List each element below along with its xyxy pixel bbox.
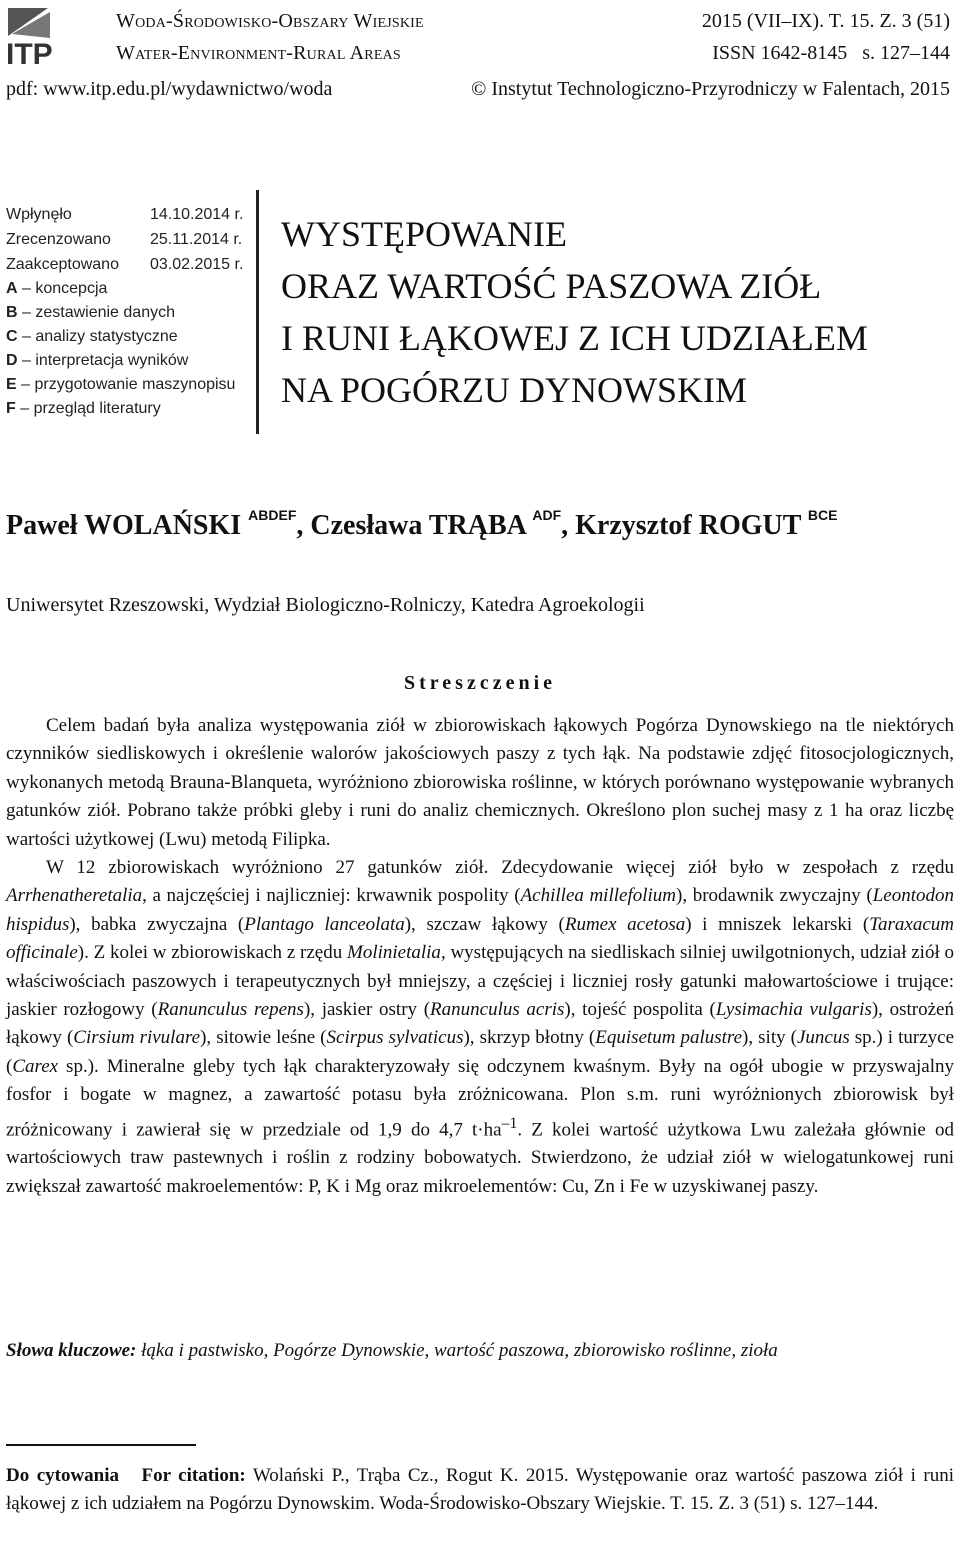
affiliation: Uniwersytet Rzeszowski, Wydział Biologiczno-Rolniczy, Katedra Agroekologii [6, 594, 645, 616]
author-separator: , [561, 510, 576, 541]
abstract-text: W 12 zbiorowiskach wyróżniono 27 gatunków ziół. Zdecydowanie więcej ziół było w zespołach z rzędu [46, 857, 954, 879]
abstract-text: ), tojeść pospolita ( [564, 999, 716, 1021]
date-reviewed-label: Zrecenzowano [6, 231, 111, 248]
abstract-text: ), szczaw łąkowy ( [404, 913, 565, 935]
contribution-code: C [6, 328, 18, 345]
species-name: Molinietalia [347, 942, 441, 964]
footnote-rule [6, 1444, 196, 1446]
species-name: Plantago lanceolata [244, 913, 405, 935]
journal-name-en: Water-Environment-Rural Areas [116, 42, 401, 64]
title-line: NA POGÓRZU DYNOWSKIM [281, 370, 748, 410]
date-accepted-label: Zaakceptowano [6, 256, 119, 273]
unit-exponent: –1 [501, 1114, 518, 1132]
contribution-text: – przygotowanie maszynopisu [16, 376, 236, 393]
species-name: Leontodon hispidus [6, 885, 954, 935]
article-title [281, 208, 941, 416]
title-line: ORAZ WARTOŚĆ PASZOWA ZIÓŁ [281, 266, 822, 306]
contribution-code: A [6, 280, 18, 297]
keywords [6, 1340, 954, 1362]
keywords-label: Słowa kluczowe: [6, 1340, 137, 1361]
abstract-paragraph-1: Celem badań była analiza występowania ziół w zbiorowiskach łąkowych Pogórza Dynowskiego na tle niektórych czynników siedliskowych i określenie walorów jakościowych paszy z tych łąk. Na podstawie zdjęć fitosocjologicznych, wykonanych metodą Brauna-Blanqueta, wyróżniono zbiorowiska roślinne, w których porównano występowanie wybranych gatunków ziół. Pobrano także próbki gleby i runi do analiz chemicznych. Określono plon suchej masy z 1 ha oraz liczbę wartości użytkowej (Lwu) metodą Filipka. [6, 715, 954, 850]
citation-label-en: For citation: [141, 1465, 246, 1486]
contribution-e [6, 376, 235, 394]
contribution-a [6, 280, 107, 298]
abstract-heading: Streszczenie [403, 672, 557, 694]
contribution-text: – koncepcja [17, 280, 108, 297]
abstract-text: , występujących na siedliskach silniej uwilgotnionych, udział ziół o właściwościach paszowych i terapeutycznych był mniejszy, a częściej i liczniej rosły gatunki małowartościowe i trujące: jaskier rozłogowy ( [6, 942, 955, 1021]
contribution-code: D [6, 352, 18, 369]
vertical-divider [256, 190, 259, 434]
author-separator: , [296, 510, 311, 541]
abstract-text: ), ostrożeń łąkowy ( [6, 999, 954, 1049]
date-accepted-value: 03.02.2015 r. [150, 256, 244, 273]
species-name: Carex [12, 1055, 59, 1077]
date-received-value: 14.10.2014 r. [150, 206, 244, 223]
abstract-text: ), babka zwyczajna ( [69, 913, 245, 935]
contribution-code: F [6, 400, 16, 417]
abstract-text: ), sitowie leśne ( [200, 1027, 327, 1049]
species-name: Ranunculus acris [430, 999, 565, 1021]
abstract-text: sp.). Mineralne gleby tych łąk charakteryzowały się odczynem kwaśnym. Były na ogół ubogie w przyswajalny fosfor i bogate w magnez, a zawartość potasu była zróżnicowana. Plon s.m. runi wyróżnionych zbiorowisk był zróżnicowany i zawierał się w przedziale od 1,9 do 4,7 t·ha [6, 1055, 954, 1141]
contribution-text: – zestawienie danych [17, 304, 175, 321]
species-name: Ranunculus repens [157, 999, 304, 1021]
issn-pages: ISSN 1642-8145 s. 127–144 [712, 42, 950, 64]
species-name: Juncus [796, 1027, 850, 1049]
contribution-b [6, 304, 175, 322]
species-name: Arrhenatheretalia [6, 885, 143, 907]
species-name: Lysimachia vulgaris [715, 999, 872, 1021]
title-line: WYSTĘPOWANIE [281, 214, 567, 254]
journal-name-pl: Woda-Środowisko-Obszary Wiejskie [116, 10, 424, 32]
species-name: Equisetum palustre [595, 1027, 743, 1049]
citation-label-pl: Do cytowania [6, 1465, 120, 1486]
species-name: Taraxacum officinale [6, 913, 954, 964]
author-roles: BCE [807, 506, 838, 523]
abstract-paragraph-2 [6, 854, 954, 1201]
title-line: I RUNI ŁĄKOWEJ Z ICH UDZIAŁEM [281, 318, 868, 358]
publisher-copyright: © Instytut Technologiczno-Przyrodniczy w Falentach, 2015 [471, 78, 950, 100]
author-name: Krzysztof ROGUT [575, 510, 801, 541]
species-name: Achillea millefolium [520, 885, 677, 907]
journal-issue: 2015 (VII–IX). T. 15. Z. 3 (51) [701, 10, 950, 32]
date-reviewed-value: 25.11.2014 r. [150, 231, 243, 248]
contribution-code: B [6, 304, 18, 321]
contribution-c [6, 328, 178, 346]
abstract-body [6, 712, 954, 1201]
abstract-text: ), jaskier ostry ( [303, 999, 431, 1021]
logo-text: ITP [6, 38, 53, 68]
abstract-text: , a najczęściej i najliczniej: krwawnik pospolity ( [142, 885, 521, 907]
abstract-text: ), skrzyp błotny ( [463, 1027, 596, 1049]
keywords-text: łąka i pastwisko, Pogórze Dynowskie, wartość paszowa, zbiorowisko roślinne, zioła [136, 1340, 778, 1361]
citation [6, 1462, 954, 1518]
abstract-text: ), sity ( [742, 1027, 797, 1049]
author-roles: ADF [532, 506, 562, 523]
contribution-d [6, 352, 188, 370]
author-name: Czesława TRĄBA [310, 510, 526, 541]
species-name: Scirpus sylvaticus [326, 1027, 464, 1049]
author-roles: ABDEF [248, 506, 297, 523]
abstract-text: sp.) i turzyce ( [6, 1027, 955, 1077]
date-received-label: Wpłynęło [6, 206, 72, 223]
abstract-text: ) i mniszek lekarski ( [685, 913, 870, 935]
abstract-text: ). Z kolei w zbiorowiskach z rzędu [77, 942, 347, 964]
contribution-text: – przegląd literatury [15, 400, 161, 417]
abstract-text: . Z kolei wartość użytkowa Lwu zależała głównie od wartościowych traw pastewnych i roślin z rodziny bobowatych. Stwierdzono, że udział ziół w wielogatunkowej runi zwiększał zawartość makroelementów: P, K i Mg oraz mikroelementów: Cu, Zn i Fe w uzyskiwanej paszy. [6, 1119, 955, 1197]
author-name: Paweł WOLAŃSKI [6, 510, 242, 541]
contribution-text: – analizy statystyczne [17, 328, 178, 345]
abstract-text: ), brodawnik zwyczajny ( [676, 885, 873, 907]
citation-text: Wolański P., Trąba Cz., Rogut K. 2015. Występowanie oraz wartość paszowa ziół i runi łąkowej z ich udziałem na Pogórzu Dynowskim. Woda-Środowisko-Obszary Wiejskie. T. 15. Z. 3 (51) s. 127–144. [6, 1465, 954, 1514]
species-name: Rumex acetosa [564, 913, 686, 935]
species-name: Cirsium rivulare [73, 1027, 201, 1049]
contribution-code: E [6, 376, 17, 393]
contribution-text: – interpretacja wyników [17, 352, 189, 369]
itp-logo [4, 4, 96, 68]
pdf-link[interactable]: pdf: www.itp.edu.pl/wydawnictwo/woda [6, 78, 333, 100]
contribution-f [6, 400, 161, 418]
authors [6, 506, 956, 542]
itp-logo-mark [4, 4, 96, 68]
